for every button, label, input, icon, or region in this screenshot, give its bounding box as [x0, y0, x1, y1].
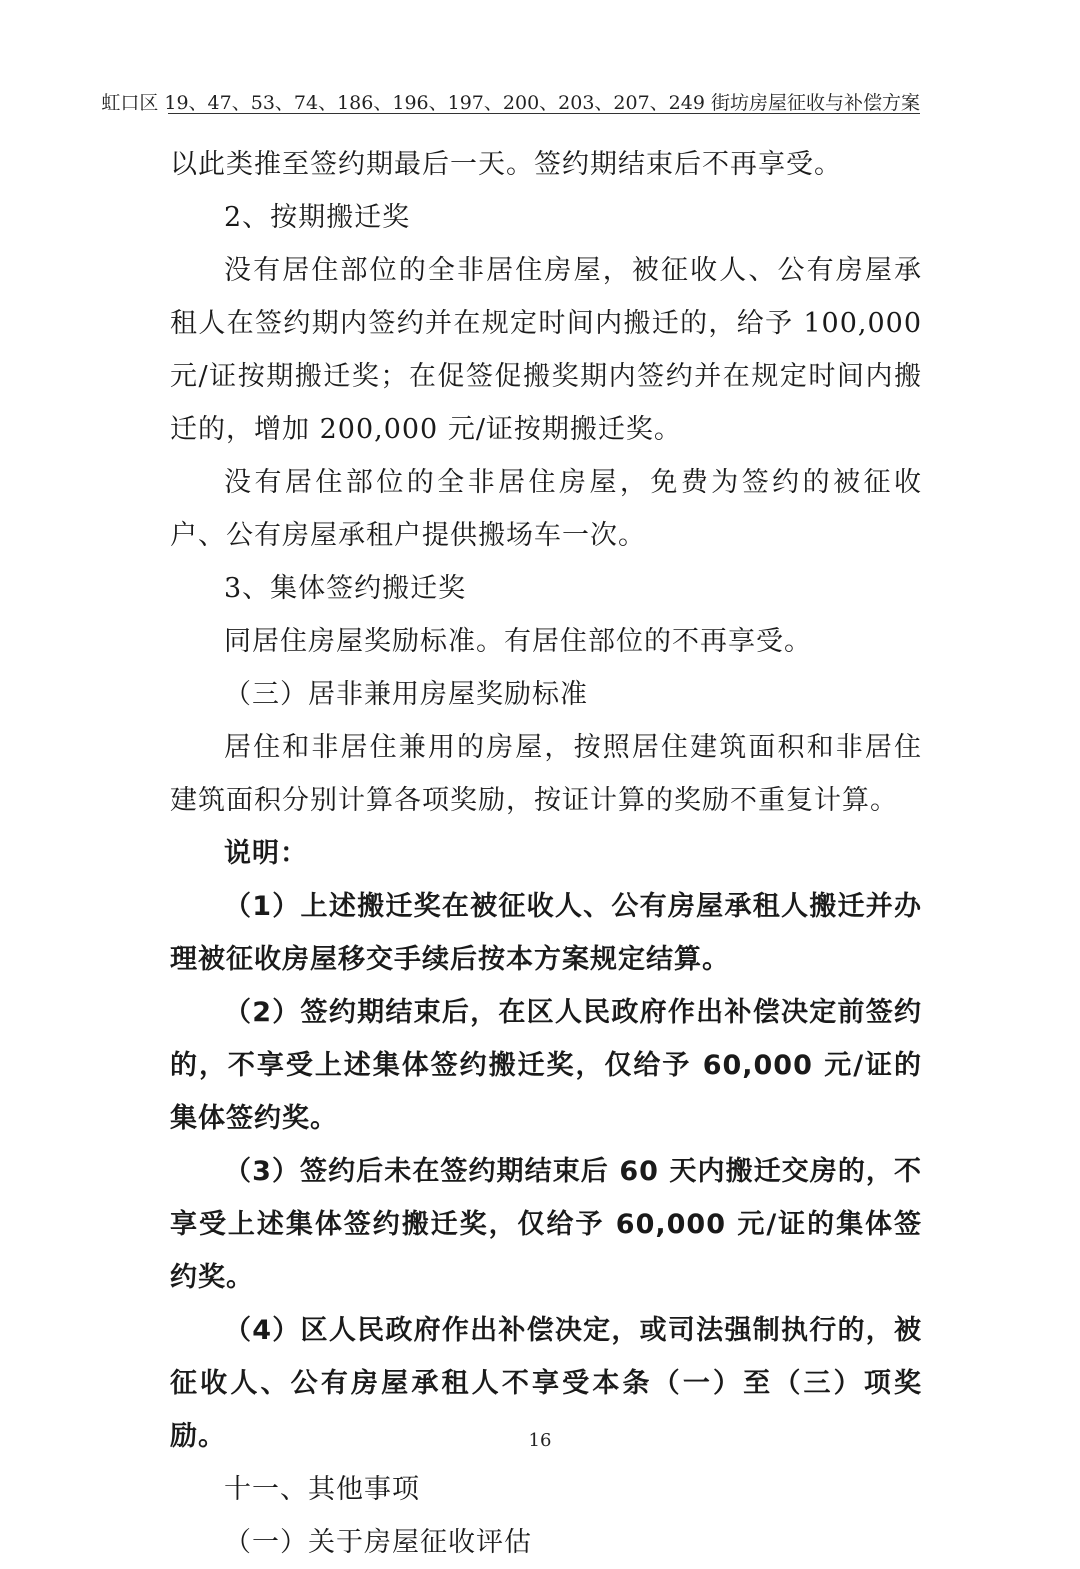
section-heading-group-signing: 3、集体签约搬迁奖 [224, 573, 467, 604]
paragraph-6: 同居住房屋奖励标准。有居住部位的不再享受。 [224, 626, 812, 657]
section-heading-other-matters: 十一、其他事项 [224, 1474, 420, 1505]
paragraph-8: 居住和非居住兼用的房屋，按照居住建筑面积和非居住建筑面积分别计算各项奖励，按证计算的奖励不重复计算。 [170, 732, 922, 816]
section-heading-mixed-use: （三）居非兼用房屋奖励标准 [224, 679, 588, 710]
note-2: （2）签约期结束后，在区人民政府作出补偿决定前签约的，不享受上述集体签约搬迁奖，仅给予 60,000 元/证的集体签约奖。 [170, 997, 922, 1134]
section-heading-evaluation: （一）关于房屋征收评估 [224, 1527, 532, 1558]
document-body [170, 138, 922, 1569]
paragraph-3: 没有居住部位的全非居住房屋，被征收人、公有房屋承租人在签约期内签约并在规定时间内搬迁的，给予 100,000 元/证按期搬迁奖；在促签促搬奖期内签约并在规定时间内搬迁的，增加 200,000 元/证按期搬迁奖。 [170, 255, 922, 445]
page-number: 16 [528, 1430, 552, 1451]
note-3: （3）签约后未在签约期结束后 60 天内搬迁交房的，不享受上述集体签约搬迁奖，仅给予 60,000 元/证的集体签约奖。 [170, 1156, 922, 1293]
paragraph-4: 没有居住部位的全非居住房屋，免费为签约的被征收户、公有房屋承租户提供搬场车一次。 [170, 467, 922, 551]
section-heading-relocation-reward: 2、按期搬迁奖 [224, 202, 411, 233]
page-header: 虹口区 19、47、53、74、186、196、197、200、203、207、249 街坊房屋征收与补偿方案 [101, 92, 920, 114]
note-4: （4）区人民政府作出补偿决定，或司法强制执行的，被征收人、公有房屋承租人不享受本条（一）至（三）项奖励。 [170, 1315, 922, 1452]
note-1: （1）上述搬迁奖在被征收人、公有房屋承租人搬迁并办理被征收房屋移交手续后按本方案规定结算。 [170, 891, 922, 975]
header-divider [168, 113, 920, 114]
notes-heading: 说明： [224, 838, 308, 869]
paragraph-1: 以此类推至签约期最后一天。签约期结束后不再享受。 [170, 149, 842, 180]
